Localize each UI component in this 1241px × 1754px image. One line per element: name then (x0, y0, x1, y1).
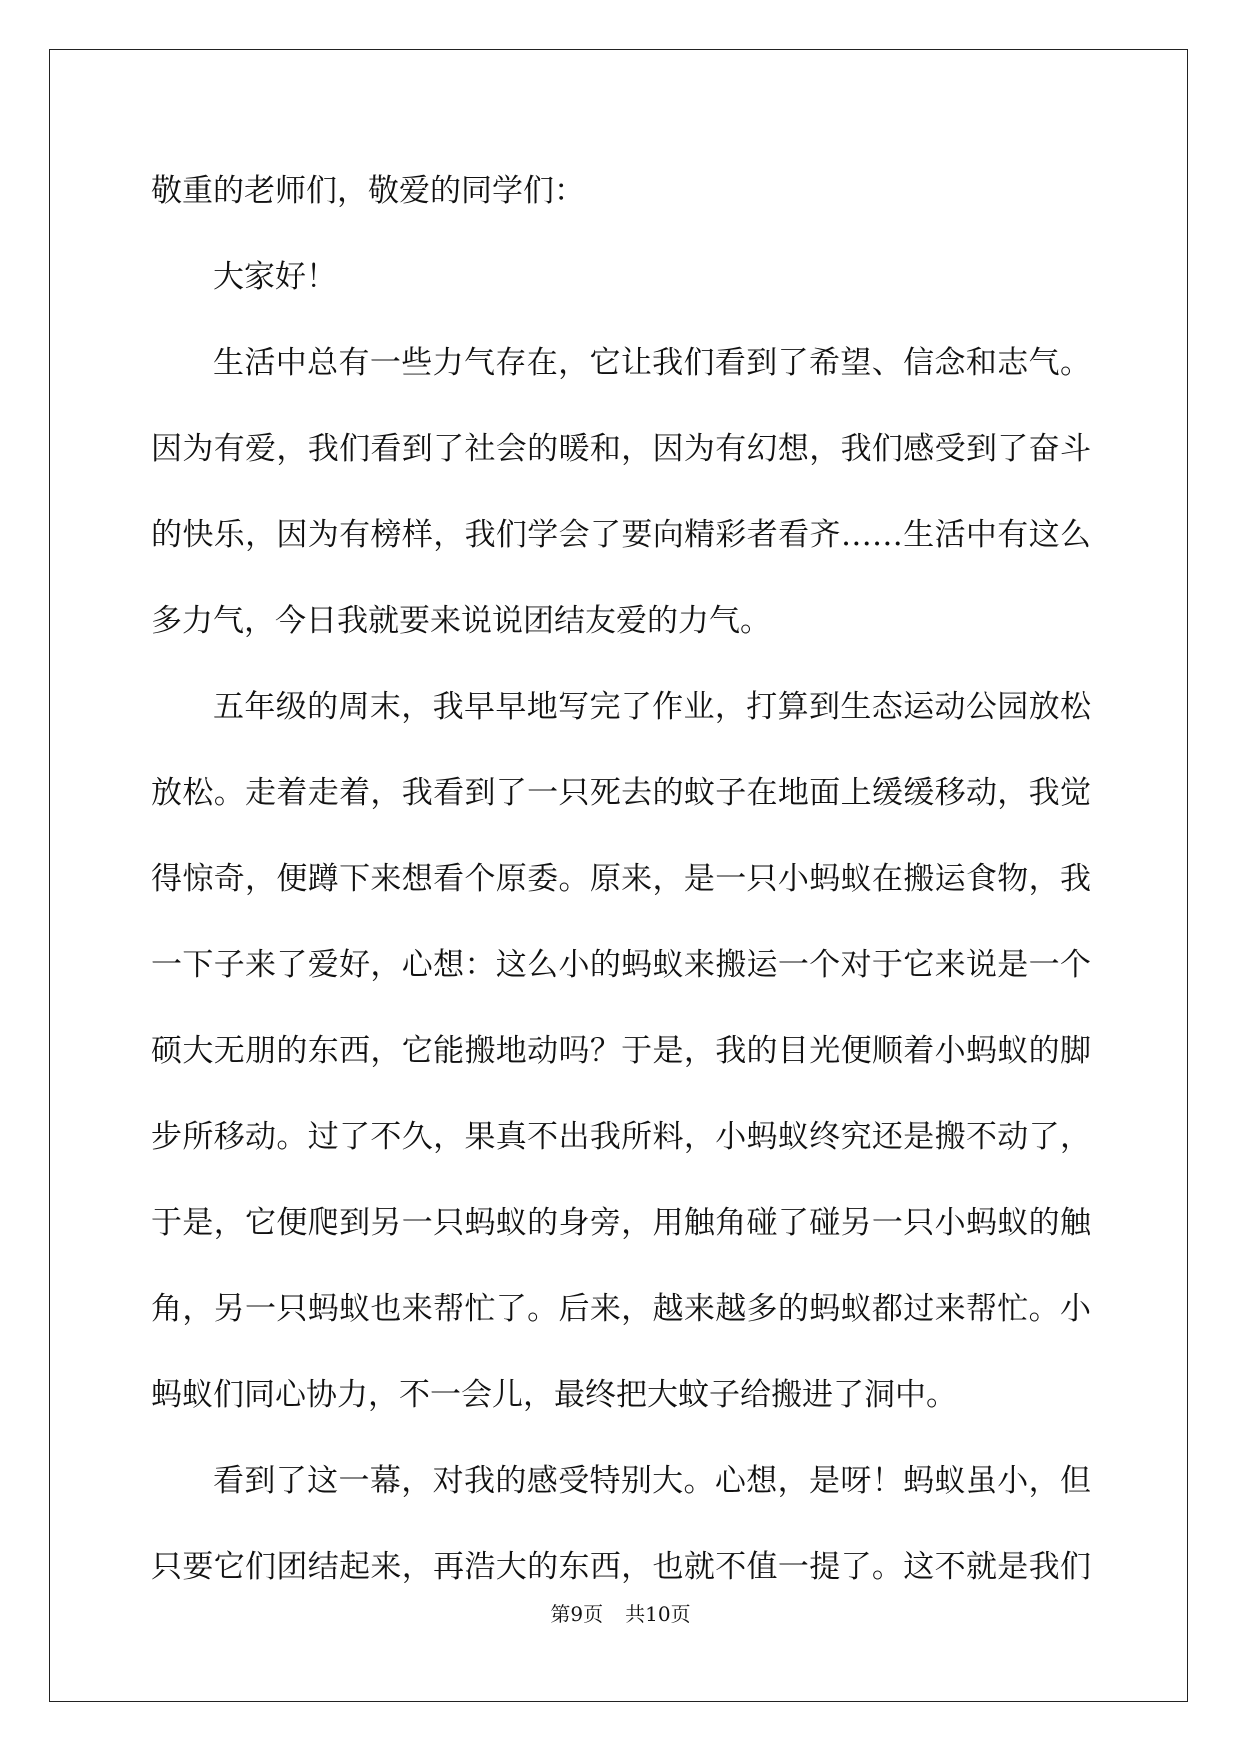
page-number: 第9页 (550, 1602, 604, 1626)
page-footer (0, 1598, 1241, 1627)
text-line: 于是，它便爬到另一只蚂蚁的身旁，用触角碰了碰另一只小蚂蚁的触 (151, 1205, 1091, 1241)
text-line: 角，另一只蚂蚁也来帮忙了。后来，越来越多的蚂蚁都过来帮忙。小 (151, 1291, 1091, 1327)
page-total: 共10页 (625, 1602, 691, 1626)
text-line: 蚂蚁们同心协力，不一会儿，最终把大蚊子给搬进了洞中。 (151, 1377, 957, 1413)
text-line: 放松。走着走着，我看到了一只死去的蚊子在地面上缓缓移动，我觉 (151, 775, 1091, 811)
text-line: 步所移动。过了不久，果真不出我所料，小蚂蚁终究还是搬不动了， (151, 1119, 1091, 1155)
text-line: 多力气，今日我就要来说说团结友爱的力气。 (151, 603, 771, 639)
text-line: 五年级的周末，我早早地写完了作业，打算到生态运动公园放松 (213, 689, 1091, 725)
text-line: 硕大无朋的东西，它能搬地动吗？于是，我的目光便顺着小蚂蚁的脚 (151, 1033, 1091, 1069)
text-line: 生活中总有一些力气存在，它让我们看到了希望、信念和志气。 (213, 345, 1091, 381)
text-line: 因为有爱，我们看到了社会的暖和，因为有幻想，我们感受到了奋斗 (151, 431, 1091, 467)
text-line: 一下子来了爱好，心想：这么小的蚂蚁来搬运一个对于它来说是一个 (151, 947, 1091, 983)
text-line: 的快乐，因为有榜样，我们学会了要向精彩者看齐……生活中有这么 (151, 517, 1091, 553)
text-line: 敬重的老师们，敬爱的同学们： (151, 173, 585, 209)
text-line: 得惊奇，便蹲下来想看个原委。原来，是一只小蚂蚁在搬运食物，我 (151, 861, 1091, 897)
text-line: 看到了这一幕，对我的感受特别大。心想，是呀！蚂蚁虽小，但 (213, 1463, 1091, 1499)
document-body (151, 160, 1091, 1622)
text-line: 只要它们团结起来，再浩大的东西，也就不值一提了。这不就是我们 (151, 1549, 1091, 1585)
text-line: 大家好！ (213, 259, 337, 295)
